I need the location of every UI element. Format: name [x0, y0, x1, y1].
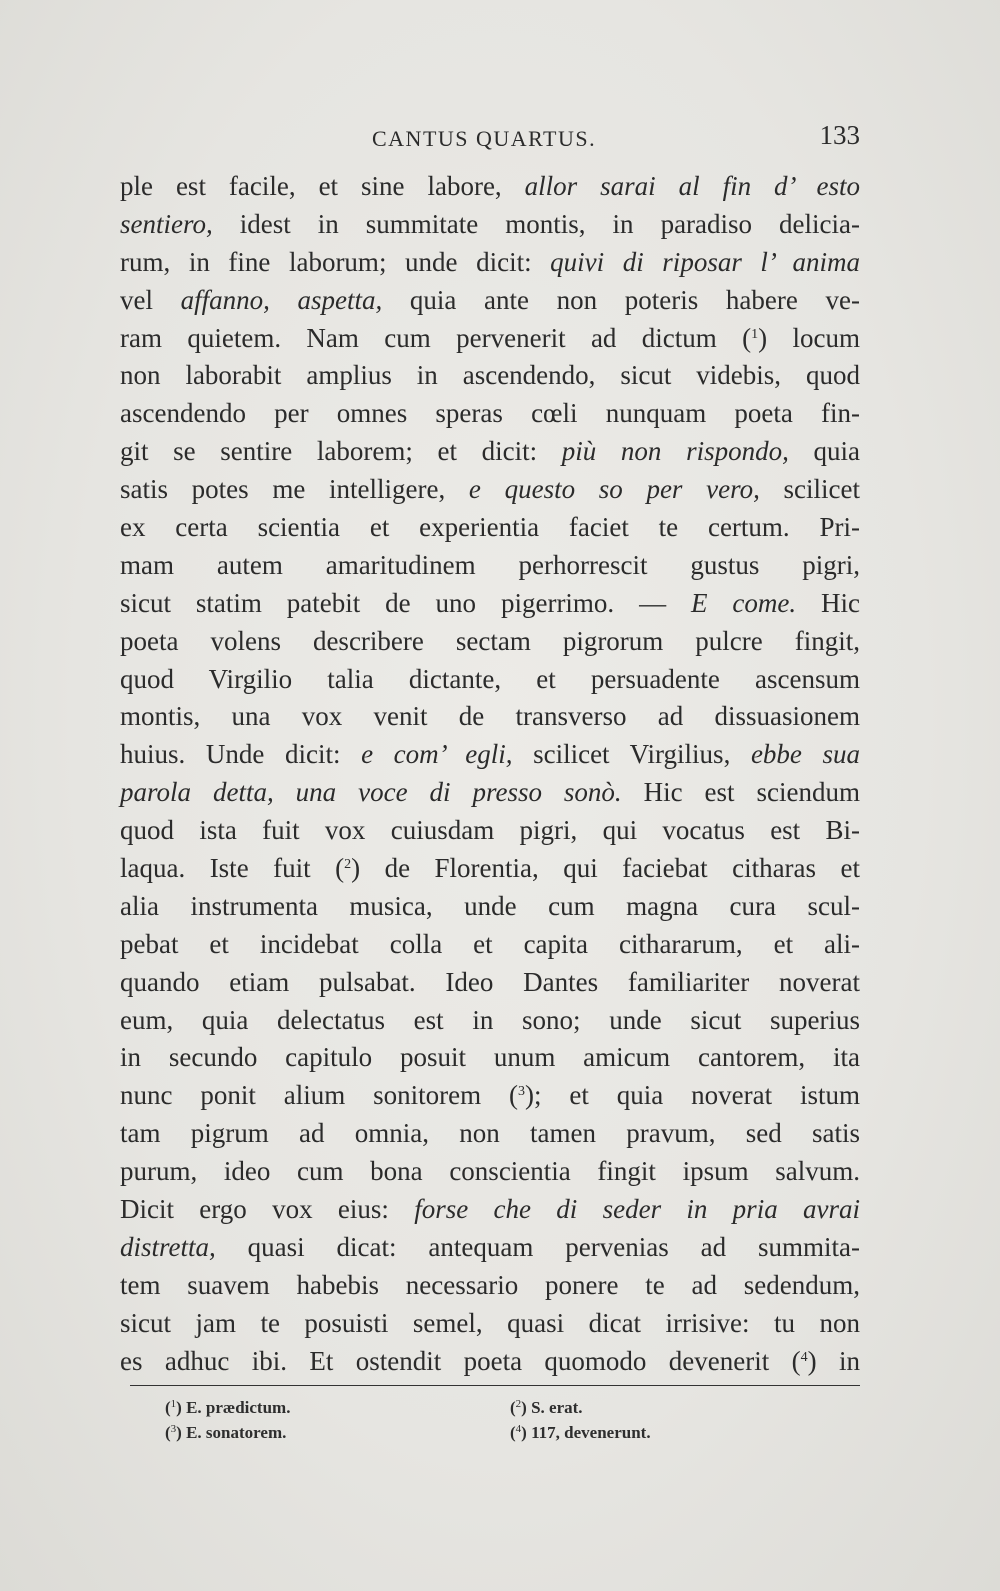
- text-line: [120, 168, 860, 206]
- text-run: ascendendo per omnes speras cœli nunquam poeta fin-: [120, 398, 860, 429]
- text-line: [120, 395, 860, 433]
- text-run: es adhuc ibi. Et ostendit poeta quomodo devenerit (: [120, 1345, 801, 1376]
- text-run: scilicet Virgilius,: [512, 739, 751, 770]
- text-line: [120, 1002, 860, 1040]
- text-line: [120, 812, 860, 850]
- text-run: nunc ponit alium sonitorem (: [120, 1080, 519, 1111]
- text-line: [120, 774, 860, 812]
- text-run: satis potes me intelligere,: [120, 474, 469, 505]
- text-run: laqua. Iste fuit (: [120, 853, 345, 884]
- text-line: [120, 1305, 860, 1343]
- italic-quotation: forse che di seder in pria avrai: [414, 1194, 860, 1225]
- footnote-mark: 3: [170, 1423, 177, 1435]
- text-run: quia: [788, 436, 860, 467]
- text-run: quod Virgilio talia dictante, et persuadente ascensum: [120, 663, 860, 694]
- text-line: [120, 623, 860, 661]
- italic-quotation: affanno, aspetta,: [180, 284, 383, 315]
- text-run: scilicet: [759, 474, 861, 505]
- text-run: sicut jam te posuisti semel, quasi dicat irrisive: tu non: [120, 1307, 860, 1338]
- footnote-text: E. sonatorem.: [181, 1423, 287, 1442]
- text-run: quia ante non poteris habere ve-: [382, 284, 860, 315]
- text-line: [120, 698, 860, 736]
- footnote-3: ($^3$) E. sonatorem.: [165, 1423, 287, 1442]
- running-head-title: CANTUS QUARTUS.: [372, 126, 597, 151]
- text-run: git se sentire laborem; et dicit:: [120, 436, 562, 467]
- text-run: vel: [120, 284, 181, 315]
- footnote-4: ($^4$) 117, devenerunt.: [510, 1423, 651, 1442]
- text-line: [120, 1039, 860, 1077]
- text-run: in secundo capitulo posuit unum amicum cantorem, ita: [120, 1042, 860, 1073]
- text-run: ) in: [807, 1345, 860, 1376]
- text-line: [120, 736, 860, 774]
- text-line: [120, 1343, 860, 1381]
- text-run: ) locum: [758, 322, 860, 353]
- text-run: ex certa scientia et experientia faciet te certum. Pri-: [120, 512, 860, 543]
- footnote-reference: 3: [518, 1084, 526, 1100]
- text-run: alia instrumenta musica, unde cum magna cura scul-: [120, 890, 860, 921]
- italic-quotation: parola detta, una voce di presso sonò.: [120, 777, 622, 808]
- footnote-reference: 2: [344, 857, 352, 873]
- text-run: rum, in fine laborum; unde dicit:: [120, 246, 551, 277]
- text-run: ple est facile, et sine labore,: [120, 171, 525, 201]
- text-run: quod ista fuit vox cuiusdam pigri, qui vocatus est Bi-: [120, 815, 860, 846]
- text-run: montis, una vox venit de transverso ad dissuasionem: [120, 701, 860, 732]
- italic-quotation: distretta,: [120, 1231, 216, 1262]
- text-run: eum, quia delectatus est in sono; unde sicut superius: [120, 1004, 860, 1035]
- italic-quotation: più non rispondo,: [561, 436, 789, 467]
- text-run: huius. Unde dicit:: [120, 739, 362, 770]
- text-line: [120, 357, 860, 395]
- text-line: [120, 1191, 860, 1229]
- footnote-rule: [130, 1385, 860, 1386]
- italic-quotation: allor sarai al fin d’ esto: [524, 171, 860, 201]
- text-run: mam autem amaritudinem perhorrescit gustus pigri,: [120, 549, 860, 580]
- text-line: [120, 471, 860, 509]
- footnote-mark: 4: [515, 1423, 522, 1435]
- footnote-1: ($^1$) E. prædictum.: [165, 1398, 291, 1417]
- text-run: Hic est sciendum: [621, 777, 860, 808]
- text-line: [120, 964, 860, 1002]
- footnote-reference: 4: [800, 1349, 808, 1365]
- text-run: pebat et incidebat colla et capita cithararum, et ali-: [120, 928, 860, 959]
- footnote-mark: 1: [170, 1398, 177, 1410]
- text-line: [120, 282, 860, 320]
- italic-quotation: e questo so per vero,: [468, 474, 760, 505]
- footnote-text: E. prædictum.: [181, 1398, 291, 1417]
- text-line: [120, 244, 860, 282]
- text-run: ) de Florentia, qui faciebat citharas et: [351, 853, 860, 884]
- text-run: sicut statim patebit de uno pigerrimo. —: [120, 587, 691, 618]
- text-run: Dicit ergo vox eius:: [120, 1194, 415, 1225]
- footnote-2: ($^2$) S. erat.: [510, 1398, 583, 1417]
- text-line: [120, 320, 860, 358]
- text-run: non laborabit amplius in ascendendo, sicut videbis, quod: [120, 360, 860, 391]
- italic-quotation: ebbe sua: [750, 739, 861, 770]
- text-line: [120, 1153, 860, 1191]
- text-line: [120, 926, 860, 964]
- text-run: idest in summitate montis, in paradiso delicia-: [212, 208, 860, 239]
- footnote-text: 117, devenerunt.: [526, 1423, 651, 1442]
- text-run: quasi dicat: antequam pervenias ad summita-: [215, 1231, 860, 1262]
- italic-quotation: sentiero,: [120, 208, 213, 239]
- text-run: ); et quia noverat istum: [525, 1080, 861, 1111]
- text-line: [120, 206, 860, 244]
- text-line: [120, 547, 860, 585]
- text-run: tem suavem habebis necessario ponere te ad sedendum,: [120, 1269, 860, 1300]
- text-run: Hic: [796, 587, 861, 618]
- text-line: [120, 850, 860, 888]
- footnote-mark: 2: [515, 1398, 522, 1410]
- text-run: tam pigrum ad omnia, non tamen pravum, sed satis: [120, 1118, 860, 1149]
- text-line: [120, 433, 860, 471]
- text-run: purum, ideo cum bona conscientia fingit ipsum salvum.: [120, 1156, 860, 1187]
- text-run: quando etiam pulsabat. Ideo Dantes familiariter noverat: [120, 966, 860, 997]
- page-number: 133: [819, 120, 860, 150]
- text-line: [120, 585, 860, 623]
- footnote-text: S. erat.: [526, 1398, 583, 1417]
- text-line: [120, 509, 860, 547]
- text-line: [120, 1115, 860, 1153]
- text-line: [120, 1267, 860, 1305]
- text-line: [120, 1229, 860, 1267]
- text-line: [120, 661, 860, 699]
- body-text: [120, 168, 860, 1381]
- text-run: poeta volens describere sectam pigrorum pulcre fingit,: [120, 625, 860, 656]
- text-run: ram quietem. Nam cum pervenerit ad dictum (: [120, 322, 752, 353]
- italic-quotation: quivi di riposar l’ anima: [550, 246, 860, 277]
- text-line: [120, 1077, 860, 1115]
- italic-quotation: E come.: [691, 587, 797, 618]
- footnote-reference: 1: [751, 326, 759, 342]
- running-head: [120, 118, 860, 158]
- text-line: [120, 888, 860, 926]
- italic-quotation: e com’ egli,: [361, 739, 513, 770]
